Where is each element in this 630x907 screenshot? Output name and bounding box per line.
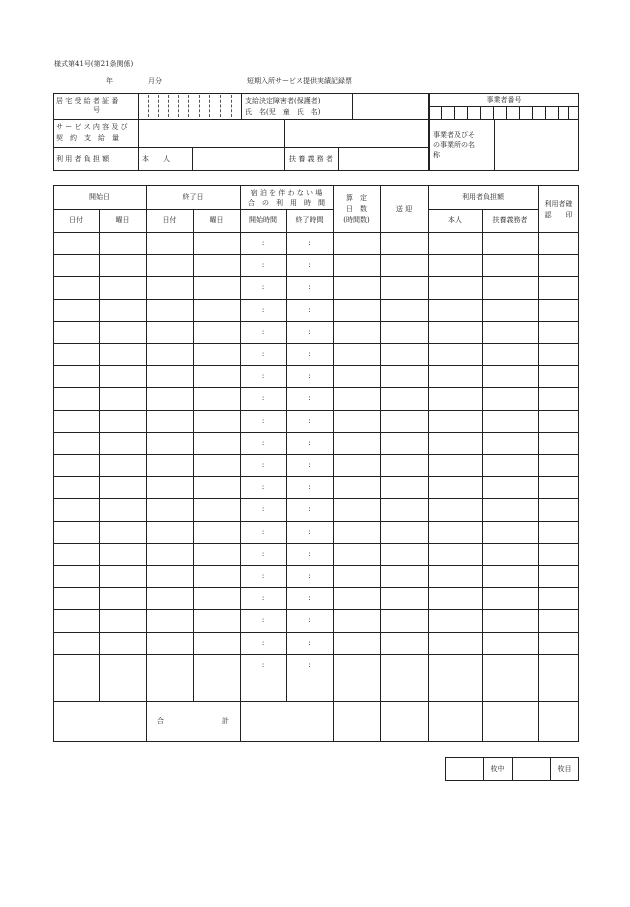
calc-header-3: (時間数) xyxy=(343,216,370,224)
dependent-header: 扶養義務者 xyxy=(492,216,528,224)
row-divider xyxy=(53,387,579,388)
start-day-header: 開始日 xyxy=(89,193,110,201)
start-time-colon: : xyxy=(261,372,265,381)
row-divider xyxy=(53,410,579,411)
calc-header-2: 日 数 xyxy=(346,205,367,213)
start-time-colon: : xyxy=(261,394,265,403)
confirm-header: 利用者確 xyxy=(544,200,573,208)
start-time-colon: : xyxy=(261,483,265,492)
end-time-colon: : xyxy=(308,261,311,270)
burden-label: 利 用 者 負 担 額 xyxy=(56,155,110,163)
row-divider xyxy=(53,276,579,277)
form-title: 短期入所サービス提供実績記録票 xyxy=(247,77,352,85)
guardian-label-2: 氏 名(児 童 氏 名) xyxy=(245,108,321,116)
no-stay-header: 宿 泊 を 伴 わ な い 場 xyxy=(250,189,323,197)
row-divider xyxy=(53,432,579,433)
start-time-header: 開始時間 xyxy=(249,216,277,224)
row-divider xyxy=(53,254,579,255)
start-weekday-header: 曜日 xyxy=(115,216,130,224)
provider-name-label-3: 称 xyxy=(433,151,440,159)
guardian-label: 支給決定障害者(保護者) xyxy=(245,97,321,105)
form-number: 様式第41号(第21条関係) xyxy=(54,60,134,68)
row-divider xyxy=(53,543,579,544)
end-time-colon: : xyxy=(308,239,311,247)
transport-header: 送 迎 xyxy=(395,205,413,213)
provider-name-label-2: の事業所の名 xyxy=(433,141,475,149)
row-divider xyxy=(53,454,579,455)
start-time-colon: : xyxy=(261,438,265,447)
end-time-colon: : xyxy=(308,438,311,447)
row-divider xyxy=(53,565,579,566)
start-time-colon: : xyxy=(261,594,265,603)
end-time-colon: : xyxy=(308,594,311,603)
row-divider xyxy=(53,321,579,322)
row-divider xyxy=(53,476,579,477)
total-label-2: 計 xyxy=(222,717,229,725)
self-header: 本人 xyxy=(448,216,462,224)
month-label: 月分 xyxy=(148,77,162,85)
end-time-colon: : xyxy=(308,483,311,492)
start-time-colon: : xyxy=(261,283,265,292)
start-time-colon: : xyxy=(261,616,265,625)
end-time-header: 終了時間 xyxy=(295,216,324,224)
start-time-colon: : xyxy=(261,660,265,669)
row-divider xyxy=(53,632,579,633)
row-divider xyxy=(53,299,579,300)
end-time-colon: : xyxy=(308,461,311,469)
start-time-colon: : xyxy=(261,327,265,336)
end-time-colon: : xyxy=(308,616,311,625)
start-time-colon: : xyxy=(261,461,265,469)
burden-header: 利用者負担額 xyxy=(462,193,504,201)
row-divider xyxy=(53,654,579,655)
end-time-colon: : xyxy=(308,394,311,403)
row-divider xyxy=(53,365,579,366)
no-stay-header-2: 合 の 利 用 時 間 xyxy=(248,199,325,207)
start-time-colon: : xyxy=(261,416,265,425)
end-time-colon: : xyxy=(308,327,311,336)
provider-number-label: 事業者番号 xyxy=(486,96,522,104)
end-date-header: 日付 xyxy=(162,216,177,224)
start-time-colon: : xyxy=(261,505,265,514)
row-divider xyxy=(53,609,579,610)
start-time-colon: : xyxy=(261,261,265,270)
dependent-label: 扶 養 義 務 者 xyxy=(289,155,333,163)
start-time-colon: : xyxy=(261,239,265,247)
start-time-colon: : xyxy=(261,638,265,647)
end-time-colon: : xyxy=(308,638,311,647)
cert-number-label-2: 号 xyxy=(93,106,100,114)
end-time-colon: : xyxy=(308,572,311,580)
start-time-colon: : xyxy=(261,549,265,558)
self-label: 本 人 xyxy=(142,155,170,163)
end-weekday-header: 曜日 xyxy=(209,216,224,224)
row-divider xyxy=(53,521,579,522)
total-label: 合 xyxy=(157,717,164,725)
calc-header: 算 定 xyxy=(346,194,367,202)
end-time-colon: : xyxy=(308,505,311,514)
end-time-colon: : xyxy=(308,305,311,314)
start-time-colon: : xyxy=(261,527,265,536)
end-day-header: 終了日 xyxy=(182,193,204,201)
provider-name-label: 事業者及びそ xyxy=(433,131,475,139)
start-time-colon: : xyxy=(261,572,265,580)
year-label: 年 xyxy=(106,77,113,85)
end-time-colon: : xyxy=(308,283,311,292)
confirm-header-2: 認 印 xyxy=(544,211,573,219)
end-time-colon: : xyxy=(308,350,311,358)
end-time-colon: : xyxy=(308,549,311,558)
service-label: サ ー ビ ス 内 容 及 び xyxy=(56,123,128,131)
end-time-colon: : xyxy=(308,416,311,425)
start-date-header: 日付 xyxy=(69,216,83,224)
cert-number-label: 居 宅 受 給 者 証 番 xyxy=(56,97,119,105)
end-time-colon: : xyxy=(308,527,311,536)
start-time-colon: : xyxy=(261,350,265,358)
sheet-number-label: 枚目 xyxy=(557,765,572,773)
row-divider xyxy=(53,498,579,499)
end-time-colon: : xyxy=(308,372,311,381)
start-time-colon: : xyxy=(261,305,265,314)
row-divider xyxy=(53,587,579,588)
sheets-of-label: 枚中 xyxy=(490,765,505,773)
end-time-colon: : xyxy=(308,660,311,669)
service-label-2: 契 約 支 給 量 xyxy=(56,134,119,142)
row-divider xyxy=(53,343,579,344)
